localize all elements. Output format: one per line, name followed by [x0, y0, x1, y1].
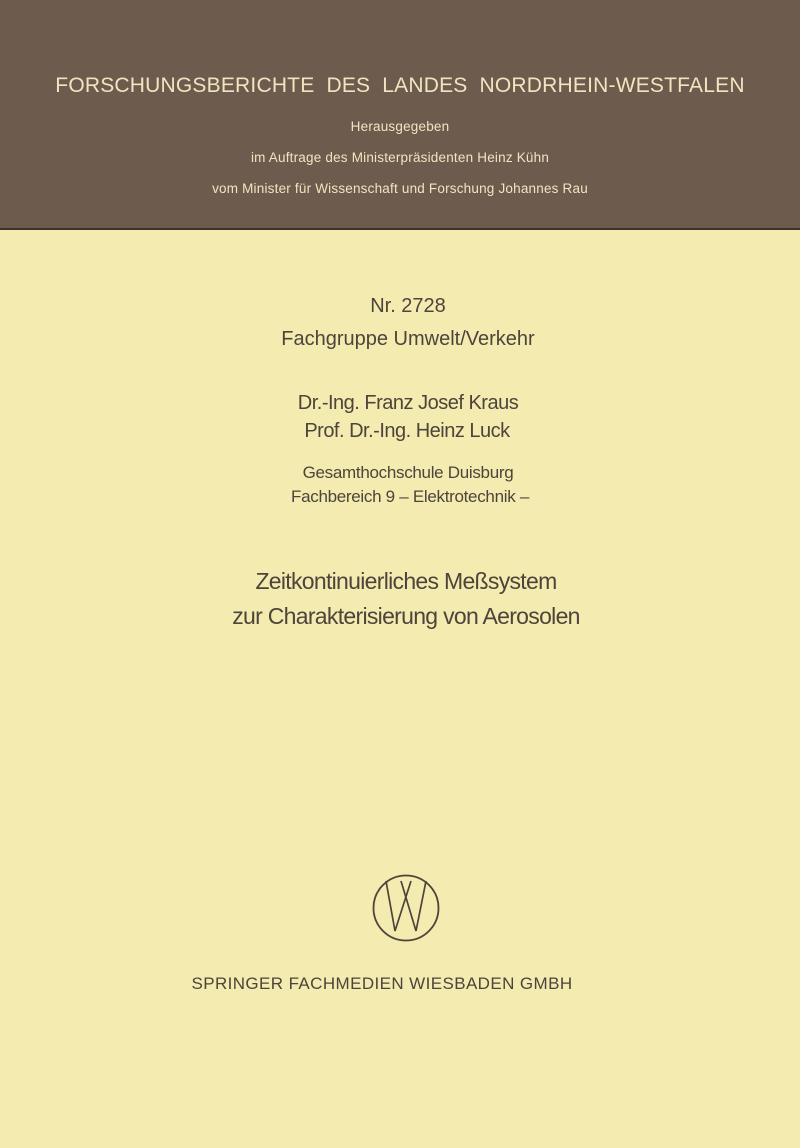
publisher-w-circle-icon [361, 863, 451, 953]
published-label: Herausgegeben [350, 119, 450, 134]
series-title: FORSCHUNGSBERICHTE DES LANDES NORDRHEIN-WESTFALEN [55, 74, 745, 97]
author-name-second: Prof. Dr.-Ing. Heinz Luck [304, 420, 510, 442]
institution-department: Fachbereich 9 – Elektrotechnik – [291, 487, 529, 506]
book-title-line2: zur Charakterisierung von Aerosolen [232, 603, 580, 629]
commission-line: im Auftrage des Ministerpräsidenten Heinz Kühn [250, 150, 550, 165]
series-header-band [0, 0, 800, 230]
minister-line: vom Minister für Wissenschaft und Forschung Johannes Rau [212, 181, 588, 196]
institution-name: Gesamthochschule Duisburg [302, 463, 514, 482]
book-title-line1: Zeitkontinuierliches Meßsystem [255, 568, 557, 594]
issue-group: Fachgruppe Umwelt/Verkehr [281, 328, 535, 350]
publisher-name: SPRINGER FACHMEDIEN WIESBADEN GMBH [191, 974, 573, 993]
issue-number: Nr. 2728 [370, 295, 446, 317]
author-name-first: Dr.-Ing. Franz Josef Kraus [297, 392, 519, 414]
